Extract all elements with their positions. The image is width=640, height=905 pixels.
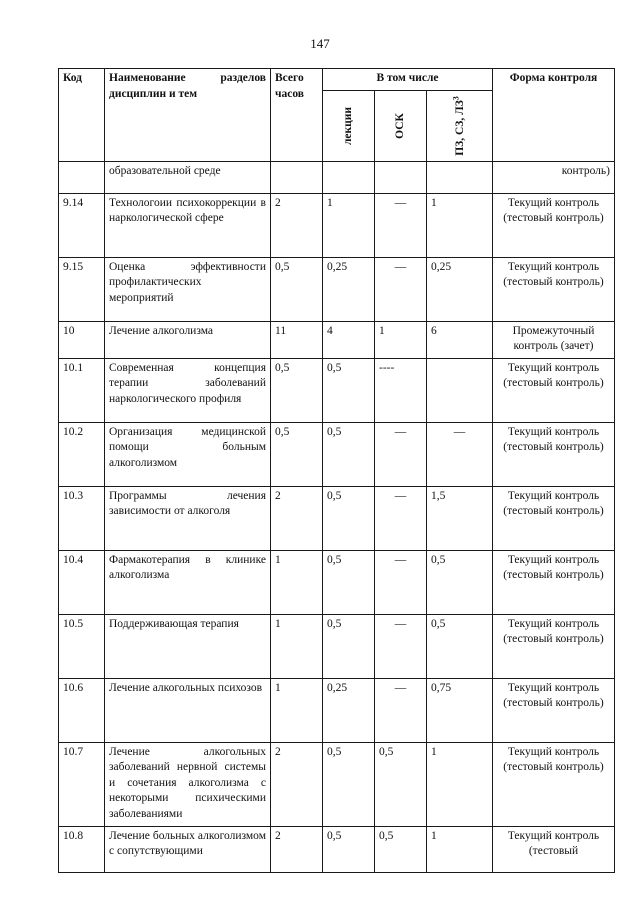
cell-control-form: Текущий контроль (тестовый контроль)	[493, 358, 615, 422]
header-osk: ОСК	[393, 112, 406, 139]
cell-name: Организация медицинской помощи больным алкоголизмом	[105, 422, 271, 486]
page-number: 147	[310, 36, 330, 51]
cell-code: 10.8	[59, 826, 105, 872]
cell-control-form: Промежуточный контроль (зачет)	[493, 321, 615, 358]
cell-name: Лечение больных алкоголизмом с сопутствующими	[105, 826, 271, 872]
cell-pz: 0,5	[427, 614, 493, 678]
header-code: Код	[59, 69, 105, 162]
cell-lectures: 0,5	[323, 742, 375, 826]
header-pz-label: ПЗ, СЗ, ЛЗ	[453, 99, 466, 156]
cell-pz: 0,5	[427, 550, 493, 614]
table-row	[59, 257, 615, 321]
cell-control-form: Текущий контроль (тестовый контроль)	[493, 550, 615, 614]
cell-code: 10.2	[59, 422, 105, 486]
cell-name: Современная концепция терапии заболеваний наркологического профиля	[105, 358, 271, 422]
cell-osk: 0,5	[375, 826, 427, 872]
cell-osk	[375, 161, 427, 193]
cell-code	[59, 161, 105, 193]
cell-name: Оценка эффективности профилактических мероприятий	[105, 257, 271, 321]
header-pz-cell	[427, 90, 493, 161]
cell-pz: 1	[427, 742, 493, 826]
cell-osk: —	[375, 614, 427, 678]
table-row	[59, 742, 615, 826]
cell-lectures: 0,5	[323, 826, 375, 872]
cell-osk: 1	[375, 321, 427, 358]
table-row	[59, 161, 615, 193]
cell-total: 0,5	[271, 257, 323, 321]
cell-control-form: Текущий контроль (тестовый контроль)	[493, 614, 615, 678]
table-row	[59, 678, 615, 742]
cell-total: 2	[271, 742, 323, 826]
cell-total: 1	[271, 678, 323, 742]
table-row	[59, 550, 615, 614]
cell-name: Лечение алкогольных заболеваний нервной системы и сочетания алкоголизма с некоторыми психическими заболеваниями	[105, 742, 271, 826]
cell-osk: —	[375, 193, 427, 257]
cell-code: 10.7	[59, 742, 105, 826]
cell-pz: 1,5	[427, 486, 493, 550]
cell-control-form: Текущий контроль (тестовый контроль)	[493, 742, 615, 826]
cell-total: 0,5	[271, 358, 323, 422]
cell-code: 9.14	[59, 193, 105, 257]
table-row	[59, 193, 615, 257]
cell-osk: 0,5	[375, 742, 427, 826]
cell-osk: ----	[375, 358, 427, 422]
cell-control-form: Текущий контроль (тестовый контроль)	[493, 486, 615, 550]
cell-pz: 1	[427, 826, 493, 872]
cell-total: 1	[271, 550, 323, 614]
cell-name: Программы лечения зависимости от алкоголя	[105, 486, 271, 550]
cell-osk: —	[375, 257, 427, 321]
cell-lectures: 0,5	[323, 486, 375, 550]
cell-lectures: 1	[323, 193, 375, 257]
cell-control-form: контроль)	[493, 161, 615, 193]
cell-code: 10.4	[59, 550, 105, 614]
cell-name: Фармакотерапия в клинике алкоголизма	[105, 550, 271, 614]
cell-total	[271, 161, 323, 193]
cell-total: 0,5	[271, 422, 323, 486]
cell-lectures: 0,5	[323, 358, 375, 422]
cell-total: 2	[271, 486, 323, 550]
header-total-hours: Всего часов	[271, 69, 323, 162]
cell-control-form: Текущий контроль (тестовый контроль)	[493, 678, 615, 742]
header-control-form: Форма контроля	[493, 69, 615, 162]
header-pz	[451, 96, 468, 156]
cell-total: 2	[271, 826, 323, 872]
cell-osk: —	[375, 678, 427, 742]
cell-pz	[427, 358, 493, 422]
cell-pz	[427, 161, 493, 193]
header-row-1	[59, 69, 615, 91]
table-row	[59, 486, 615, 550]
cell-lectures: 4	[323, 321, 375, 358]
header-lectures: лекции	[341, 106, 354, 145]
cell-code: 10	[59, 321, 105, 358]
cell-pz: 0,75	[427, 678, 493, 742]
table-row	[59, 614, 615, 678]
cell-lectures	[323, 161, 375, 193]
cell-code: 10.3	[59, 486, 105, 550]
cell-osk: —	[375, 486, 427, 550]
cell-name: Поддерживающая терапия	[105, 614, 271, 678]
cell-lectures: 0,5	[323, 614, 375, 678]
cell-control-form: Текущий контроль (тестовый контроль)	[493, 422, 615, 486]
cell-code: 10.1	[59, 358, 105, 422]
cell-total: 2	[271, 193, 323, 257]
curriculum-table	[58, 68, 615, 873]
cell-lectures: 0,5	[323, 422, 375, 486]
cell-lectures: 0,25	[323, 678, 375, 742]
cell-pz: 6	[427, 321, 493, 358]
cell-code: 10.6	[59, 678, 105, 742]
cell-total: 11	[271, 321, 323, 358]
cell-name: Лечение алкоголизма	[105, 321, 271, 358]
cell-lectures: 0,5	[323, 550, 375, 614]
cell-control-form: Текущий контроль (тестовый контроль)	[493, 193, 615, 257]
header-pz-sup: 3	[450, 95, 460, 100]
cell-code: 10.5	[59, 614, 105, 678]
header-osk-cell	[375, 90, 427, 161]
cell-osk: —	[375, 550, 427, 614]
cell-pz: —	[427, 422, 493, 486]
table-row	[59, 321, 615, 358]
header-including: В том числе	[323, 69, 493, 91]
cell-osk: —	[375, 422, 427, 486]
header-lectures-cell	[323, 90, 375, 161]
cell-total: 1	[271, 614, 323, 678]
table-row	[59, 358, 615, 422]
header-name: Наименование разделов дисциплин и тем	[105, 69, 271, 162]
cell-name: образовательной среде	[105, 161, 271, 193]
table-row	[59, 422, 615, 486]
cell-code: 9.15	[59, 257, 105, 321]
table-row	[59, 826, 615, 872]
cell-name: Лечение алкогольных психозов	[105, 678, 271, 742]
cell-control-form: Текущий контроль (тестовый	[493, 826, 615, 872]
cell-pz: 0,25	[427, 257, 493, 321]
cell-name: Технологоии психокоррекции в наркологической сфере	[105, 193, 271, 257]
cell-lectures: 0,25	[323, 257, 375, 321]
cell-control-form: Текущий контроль (тестовый контроль)	[493, 257, 615, 321]
cell-pz: 1	[427, 193, 493, 257]
